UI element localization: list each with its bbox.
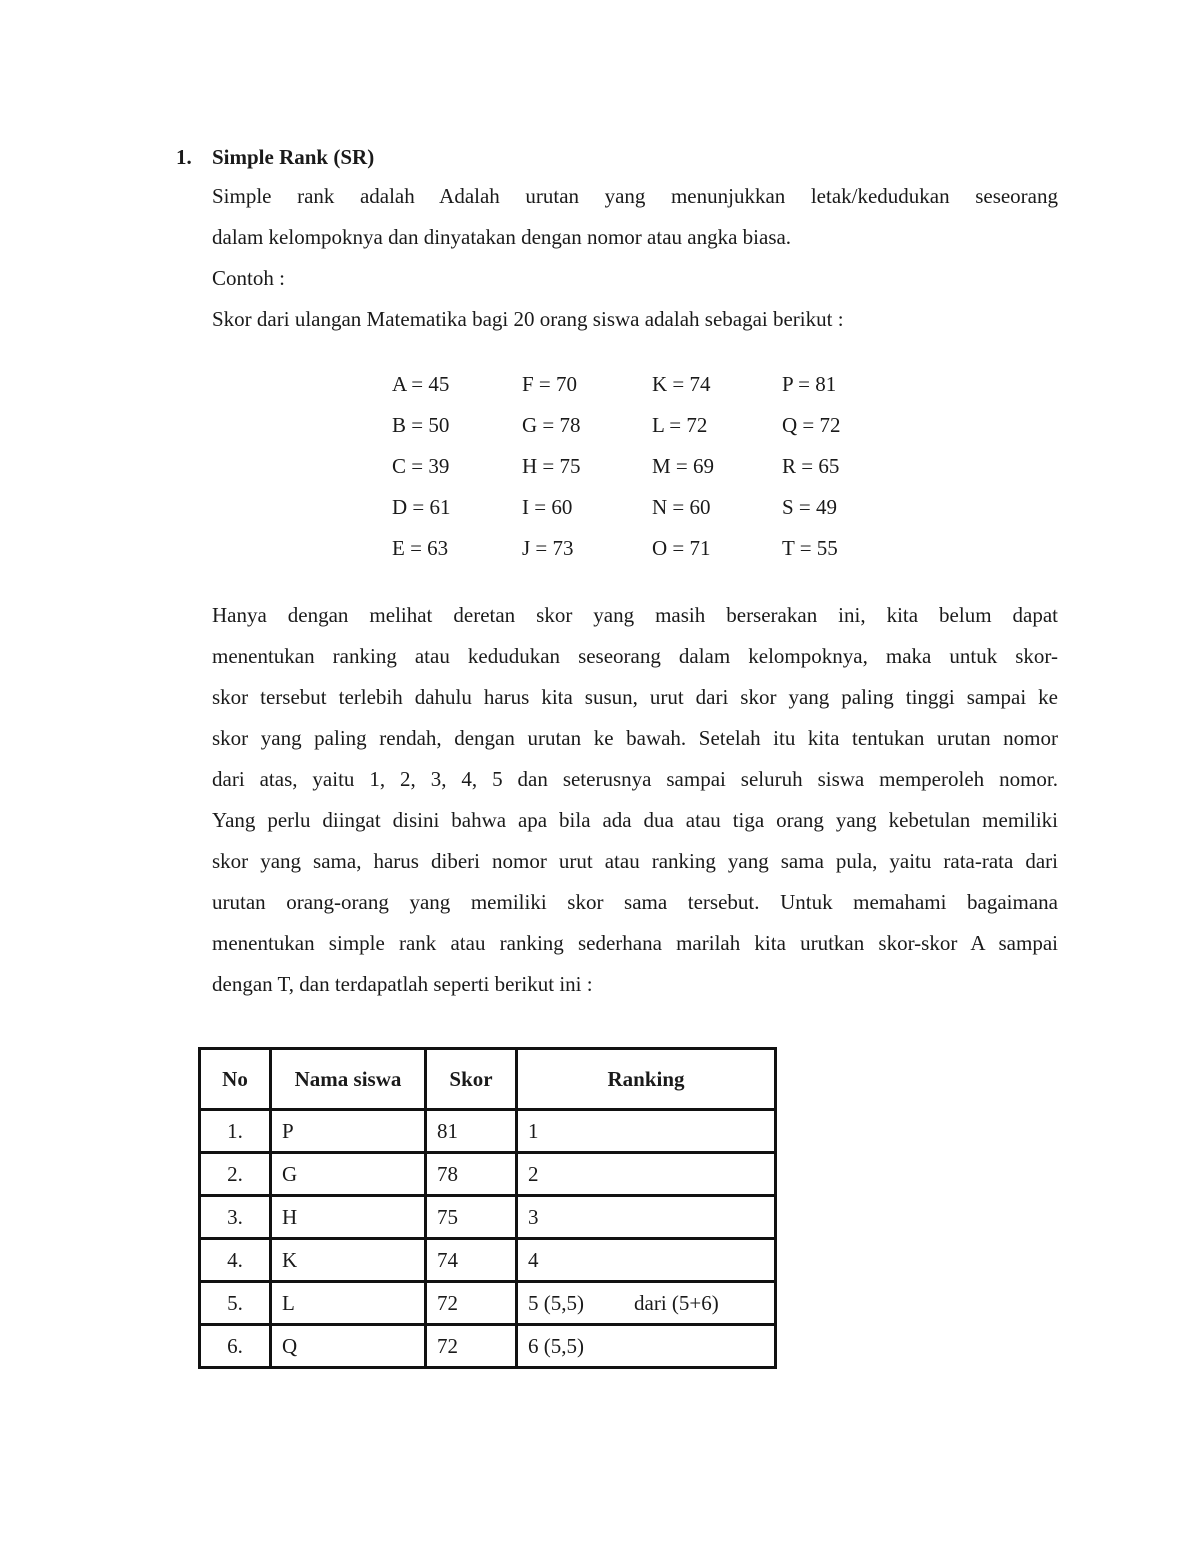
header-ranking: Ranking xyxy=(517,1049,776,1110)
cell-no: 4. xyxy=(200,1239,271,1282)
cell-skor: 72 xyxy=(426,1325,517,1368)
cell-no: 6. xyxy=(200,1325,271,1368)
explanation-paragraph xyxy=(212,595,1058,1005)
score-item: A = 45 xyxy=(392,372,450,396)
skor-intro: Skor dari ulangan Matematika bagi 20 orang siswa adalah sebagai berikut : xyxy=(212,307,844,331)
ranking-value: 2 xyxy=(528,1161,539,1186)
cell-skor: 72 xyxy=(426,1282,517,1325)
paragraph-line: dengan T, dan terdapatlah seperti berikut ini : xyxy=(212,972,593,996)
score-item: I = 60 xyxy=(522,495,573,519)
table-row xyxy=(200,1110,776,1153)
score-row xyxy=(392,405,912,446)
ranking-value: 6 (5,5) xyxy=(528,1333,584,1358)
cell-ranking xyxy=(517,1325,776,1368)
score-item: D = 61 xyxy=(392,495,451,519)
score-row xyxy=(392,487,912,528)
score-item: L = 72 xyxy=(652,413,708,437)
cell-ranking xyxy=(517,1110,776,1153)
score-item: G = 78 xyxy=(522,413,581,437)
score-item: F = 70 xyxy=(522,372,578,396)
cell-no: 5. xyxy=(200,1282,271,1325)
table-header-row xyxy=(200,1049,776,1110)
ranking-value: 1 xyxy=(528,1118,539,1143)
header-name: Nama siswa xyxy=(271,1049,426,1110)
header-skor: Skor xyxy=(426,1049,517,1110)
heading-title: Simple Rank (SR) xyxy=(212,145,375,169)
score-item: S = 49 xyxy=(782,495,838,519)
cell-no: 2. xyxy=(200,1153,271,1196)
score-row xyxy=(392,446,912,487)
paragraph-line: menentukan simple rank atau ranking sederhana marilah kita urutkan skor-skor A sampai xyxy=(212,931,1058,955)
ranking-value: 5 (5,5) xyxy=(528,1290,584,1315)
score-item: H = 75 xyxy=(522,454,581,478)
score-item: O = 71 xyxy=(652,536,711,560)
score-list xyxy=(392,364,912,569)
paragraph-line: dari atas, yaitu 1, 2, 3, 4, 5 dan seterusnya sampai seluruh siswa memperoleh nomor. xyxy=(212,767,1058,791)
cell-name: H xyxy=(271,1196,426,1239)
paragraph-line: skor yang sama, harus diberi nomor urut atau ranking yang sama pula, yaitu rata-rata dari xyxy=(212,849,1058,873)
ranking-table xyxy=(198,1047,777,1369)
cell-name: L xyxy=(271,1282,426,1325)
paragraph-line: skor yang paling rendah, dengan urutan ke bawah. Setelah itu kita tentukan urutan nomor xyxy=(212,726,1058,750)
contoh-label: Contoh : xyxy=(212,266,285,290)
table-row xyxy=(200,1196,776,1239)
score-item: P = 81 xyxy=(782,372,837,396)
cell-ranking xyxy=(517,1196,776,1239)
paragraph-line: urutan orang-orang yang memiliki skor sama tersebut. Untuk memahami bagaimana xyxy=(212,890,1058,914)
score-item: C = 39 xyxy=(392,454,450,478)
table-row xyxy=(200,1153,776,1196)
ranking-note: dari (5+6) xyxy=(634,1290,719,1315)
table-row xyxy=(200,1325,776,1368)
table-row xyxy=(200,1239,776,1282)
score-item: T = 55 xyxy=(782,536,838,560)
paragraph-line: skor tersebut terlebih dahulu harus kita susun, urut dari skor yang paling tinggi sampai ke xyxy=(212,685,1058,709)
cell-name: Q xyxy=(271,1325,426,1368)
cell-skor: 74 xyxy=(426,1239,517,1282)
header-no: No xyxy=(200,1049,271,1110)
cell-no: 1. xyxy=(200,1110,271,1153)
cell-ranking xyxy=(517,1239,776,1282)
paragraph-line: Yang perlu diingat disini bahwa apa bila ada dua atau tiga orang yang kebetulan memiliki xyxy=(212,808,1058,832)
intro-line: dalam kelompoknya dan dinyatakan dengan nomor atau angka biasa. xyxy=(212,225,792,249)
score-item: B = 50 xyxy=(392,413,450,437)
heading-number: 1. xyxy=(176,145,192,169)
score-item: N = 60 xyxy=(652,495,711,519)
ranking-value: 4 xyxy=(528,1247,539,1272)
score-item: Q = 72 xyxy=(782,413,841,437)
paragraph-line: menentukan ranking atau kedudukan seseorang dalam kelompoknya, maka untuk skor- xyxy=(212,644,1058,668)
paragraph-line: Hanya dengan melihat deretan skor yang masih berserakan ini, kita belum dapat xyxy=(212,603,1058,627)
cell-name: K xyxy=(271,1239,426,1282)
cell-skor: 81 xyxy=(426,1110,517,1153)
table-row xyxy=(200,1282,776,1325)
cell-ranking xyxy=(517,1153,776,1196)
score-item: E = 63 xyxy=(392,536,449,560)
intro-paragraph xyxy=(212,176,1058,340)
score-row xyxy=(392,364,912,405)
score-item: J = 73 xyxy=(522,536,574,560)
cell-name: G xyxy=(271,1153,426,1196)
cell-ranking xyxy=(517,1282,776,1325)
section-heading xyxy=(176,144,374,170)
cell-skor: 75 xyxy=(426,1196,517,1239)
intro-line: Simple rank adalah Adalah urutan yang menunjukkan letak/kedudukan seseorang xyxy=(212,184,1058,208)
score-row xyxy=(392,528,912,569)
ranking-value: 3 xyxy=(528,1204,539,1229)
cell-name: P xyxy=(271,1110,426,1153)
cell-skor: 78 xyxy=(426,1153,517,1196)
cell-no: 3. xyxy=(200,1196,271,1239)
score-item: R = 65 xyxy=(782,454,840,478)
score-item: K = 74 xyxy=(652,372,711,396)
score-item: M = 69 xyxy=(652,454,715,478)
